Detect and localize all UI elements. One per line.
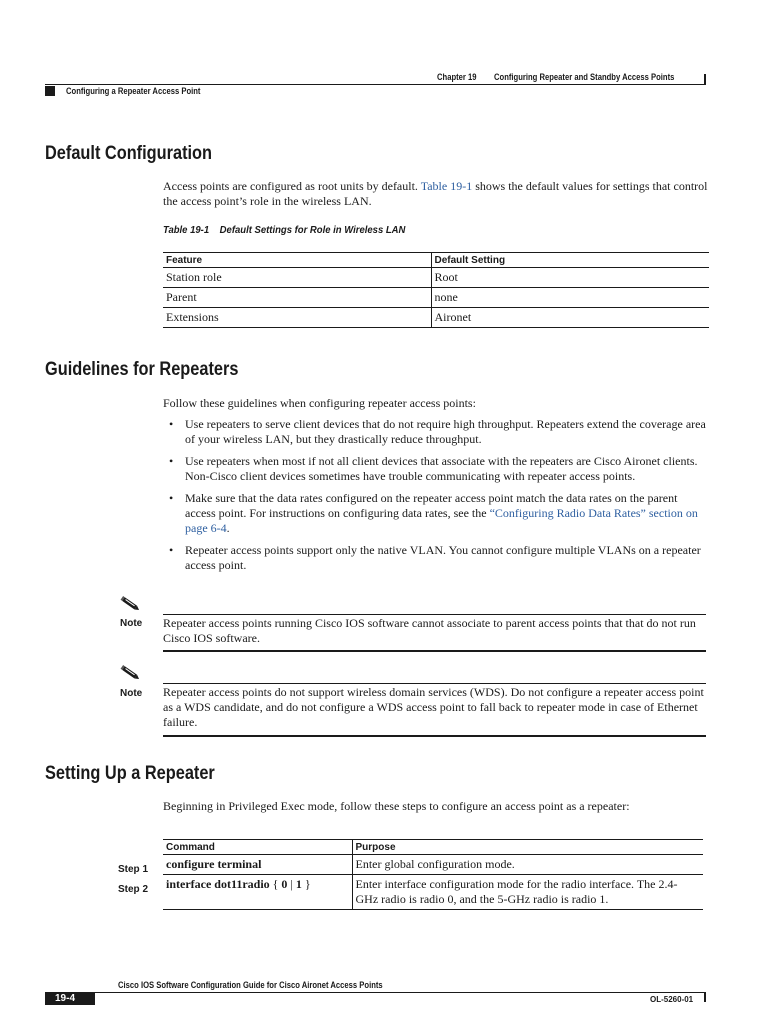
cell-feature: Parent — [163, 288, 431, 308]
guidelines-list — [163, 417, 708, 580]
bullet3-end: . — [226, 521, 230, 535]
table-row — [163, 308, 709, 328]
table-row — [163, 855, 703, 875]
note-top-rule — [163, 683, 706, 684]
header-rule — [45, 84, 706, 85]
note-label: Note — [120, 688, 143, 699]
step-1-label: Step 1 — [118, 864, 149, 875]
guidelines-intro: Follow these guidelines when configuring repeater access points: — [163, 396, 476, 410]
cell-default: Aironet — [431, 308, 709, 328]
cell-default: Root — [431, 268, 709, 288]
header-block-marker — [45, 86, 55, 96]
list-item: • Use repeaters when most if not all client devices that associate with the repeaters are Cisco Aironet clients. Non-Cisco client devices sometimes have trouble communicating with repeater access points. — [163, 454, 708, 484]
list-item — [163, 491, 708, 536]
note-top-rule — [163, 614, 706, 615]
table-caption: Table 19-1 Default Settings for Role in Wireless LAN — [163, 225, 406, 236]
footer-doc-number: OL-5260-01 — [650, 995, 694, 1004]
cell-feature: Extensions — [163, 308, 431, 328]
default-settings-table — [163, 252, 709, 328]
cell-command: configure terminal — [163, 855, 352, 875]
header-chapter-title: Configuring Repeater and Standby Access Points — [494, 72, 675, 82]
intro-text-b: shows the default values for settings that control the access point’s role in the wireless LAN. — [163, 179, 708, 208]
cmd-brace-open: { — [269, 877, 282, 891]
pencil-note-icon — [120, 665, 142, 681]
list-item: • Use repeaters to serve client devices that do not require high throughput. Repeaters extend the coverage area of your wireless LAN, but they drastically reduce throughput. — [163, 417, 708, 447]
header-section-title: Configuring a Repeater Access Point — [66, 86, 201, 96]
cell-purpose: Enter interface configuration mode for the radio interface. The 2.4-GHz radio is radio 0, and the 5-GHz radio is radio 1. — [352, 875, 703, 910]
header-default-setting: Default Setting — [431, 253, 709, 268]
header-command: Command — [163, 840, 352, 855]
repeater-steps-table — [163, 839, 703, 910]
cell-default: none — [431, 288, 709, 308]
intro-text-a: Access points are configured as root units by default. — [163, 179, 421, 193]
heading-guidelines-for-repeaters: Guidelines for Repeaters — [45, 359, 239, 380]
header-feature: Feature — [163, 253, 431, 268]
note-label: Note — [120, 618, 143, 629]
cmd-option-1: 1 — [295, 877, 302, 891]
cell-command — [163, 875, 352, 910]
bullet3-text: Make sure that the data rates configured on the repeater access point match the data rates on the parent access point. For instructions on configuring data rates, see the — [185, 491, 678, 520]
note-text: Repeater access points running Cisco IOS software cannot associate to parent access points that that do not run Cisco IOS software. — [163, 616, 696, 645]
note-text: Repeater access points do not support wireless domain services (WDS). Do not configure a repeater access point as a WDS candidate, and do not configure a WDS access point to fall back to repeater mode in case of Ethernet failure. — [163, 685, 704, 729]
pencil-note-icon — [120, 596, 142, 612]
footer-title: Cisco IOS Software Configuration Guide for Cisco Aironet Access Points — [118, 980, 383, 990]
note-bottom-rule — [163, 650, 706, 652]
cmd-interface: interface dot11radio — [166, 877, 270, 891]
setting-up-intro: Beginning in Privileged Exec mode, follow these steps to configure an access point as a repeater: — [163, 799, 630, 813]
step-2-label: Step 2 — [118, 884, 149, 895]
header-chapter: Chapter 19 — [437, 72, 477, 82]
table-row — [163, 288, 709, 308]
cell-feature: Station role — [163, 268, 431, 288]
table-19-1-link[interactable]: Table 19-1 — [420, 179, 473, 193]
heading-setting-up-a-repeater: Setting Up a Repeater — [45, 763, 215, 784]
cell-purpose: Enter global configuration mode. — [352, 855, 703, 875]
configuring-radio-data-rates-link[interactable]: “Configuring Radio Data Rates” section on page 6-4 — [185, 506, 698, 535]
note-bottom-rule — [163, 735, 706, 737]
table-header-row — [163, 840, 703, 855]
footer-rule — [45, 992, 706, 993]
cmd-separator: | — [287, 877, 296, 891]
table-row — [163, 875, 703, 910]
footer-page-number: 19-4 — [55, 993, 76, 1004]
cmd-brace-close: } — [301, 877, 311, 891]
footer-vertical-bar — [704, 992, 706, 1002]
heading-default-configuration: Default Configuration — [45, 143, 213, 164]
list-item: • Repeater access points support only the native VLAN. You cannot configure multiple VLANs on a repeater access point. — [163, 543, 708, 573]
table-row — [163, 268, 709, 288]
header-purpose: Purpose — [352, 840, 703, 855]
default-config-intro — [163, 179, 708, 209]
table-header-row — [163, 253, 709, 268]
cmd-option-0: 0 — [281, 877, 288, 891]
